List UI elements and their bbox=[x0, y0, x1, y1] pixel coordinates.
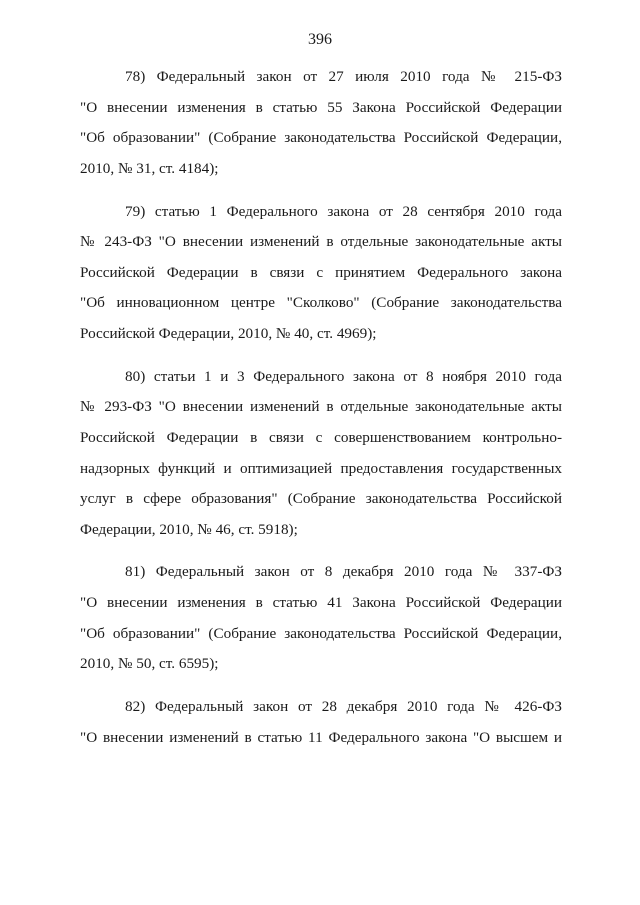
text-line: услуг в сфере образования" (Собрание законодательства Российской bbox=[80, 490, 562, 508]
text-line: "О внесении изменения в статью 41 Закона Российской Федерации bbox=[80, 594, 562, 612]
text-line: "О внесении изменений в статью 11 Федерального закона "О высшем и bbox=[80, 728, 562, 746]
text-line: "Об образовании" (Собрание законодательства Российской Федерации, bbox=[80, 129, 562, 147]
text-line: 2010, № 31, ст. 4184); bbox=[80, 159, 219, 177]
text-line: Российской Федерации в связи с принятием Федерального закона bbox=[80, 263, 562, 281]
text-line: 78) Федеральный закон от 27 июля 2010 года № 215-ФЗ bbox=[125, 68, 562, 85]
list-item-82 bbox=[80, 692, 562, 753]
text-line: Российской Федерации в связи с совершенствованием контрольно- bbox=[80, 428, 562, 446]
document-body bbox=[80, 62, 562, 765]
list-item-79 bbox=[80, 197, 562, 350]
text-line: 2010, № 50, ст. 6595); bbox=[80, 655, 219, 673]
text-line: Российской Федерации, 2010, № 40, ст. 4969); bbox=[80, 324, 377, 342]
page-number: 396 bbox=[308, 31, 332, 48]
text-line: № 293-ФЗ "О внесении изменений в отдельные законодательные акты bbox=[80, 398, 562, 416]
list-item-78 bbox=[80, 62, 562, 184]
text-line: 81) Федеральный закон от 8 декабря 2010 года № 337-ФЗ bbox=[125, 563, 562, 581]
text-line: № 243-ФЗ "О внесении изменений в отдельные законодательные акты bbox=[80, 233, 562, 251]
text-line: 80) статьи 1 и 3 Федерального закона от 8 ноября 2010 года bbox=[125, 367, 562, 385]
text-line: Федерации, 2010, № 46, ст. 5918); bbox=[80, 520, 298, 538]
text-line: "Об образовании" (Собрание законодательства Российской Федерации, bbox=[80, 624, 562, 642]
list-item-80 bbox=[80, 362, 562, 546]
text-line: 82) Федеральный закон от 28 декабря 2010 года № 426-ФЗ bbox=[125, 698, 562, 716]
text-line: "Об инновационном центре "Сколково" (Собрание законодательства bbox=[80, 294, 562, 312]
text-line: 79) статью 1 Федерального закона от 28 сентября 2010 года bbox=[125, 202, 562, 220]
list-item-81 bbox=[80, 557, 562, 679]
text-line: надзорных функций и оптимизацией предоставления государственных bbox=[80, 459, 562, 477]
text-line: "О внесении изменения в статью 55 Закона Российской Федерации bbox=[80, 98, 562, 116]
